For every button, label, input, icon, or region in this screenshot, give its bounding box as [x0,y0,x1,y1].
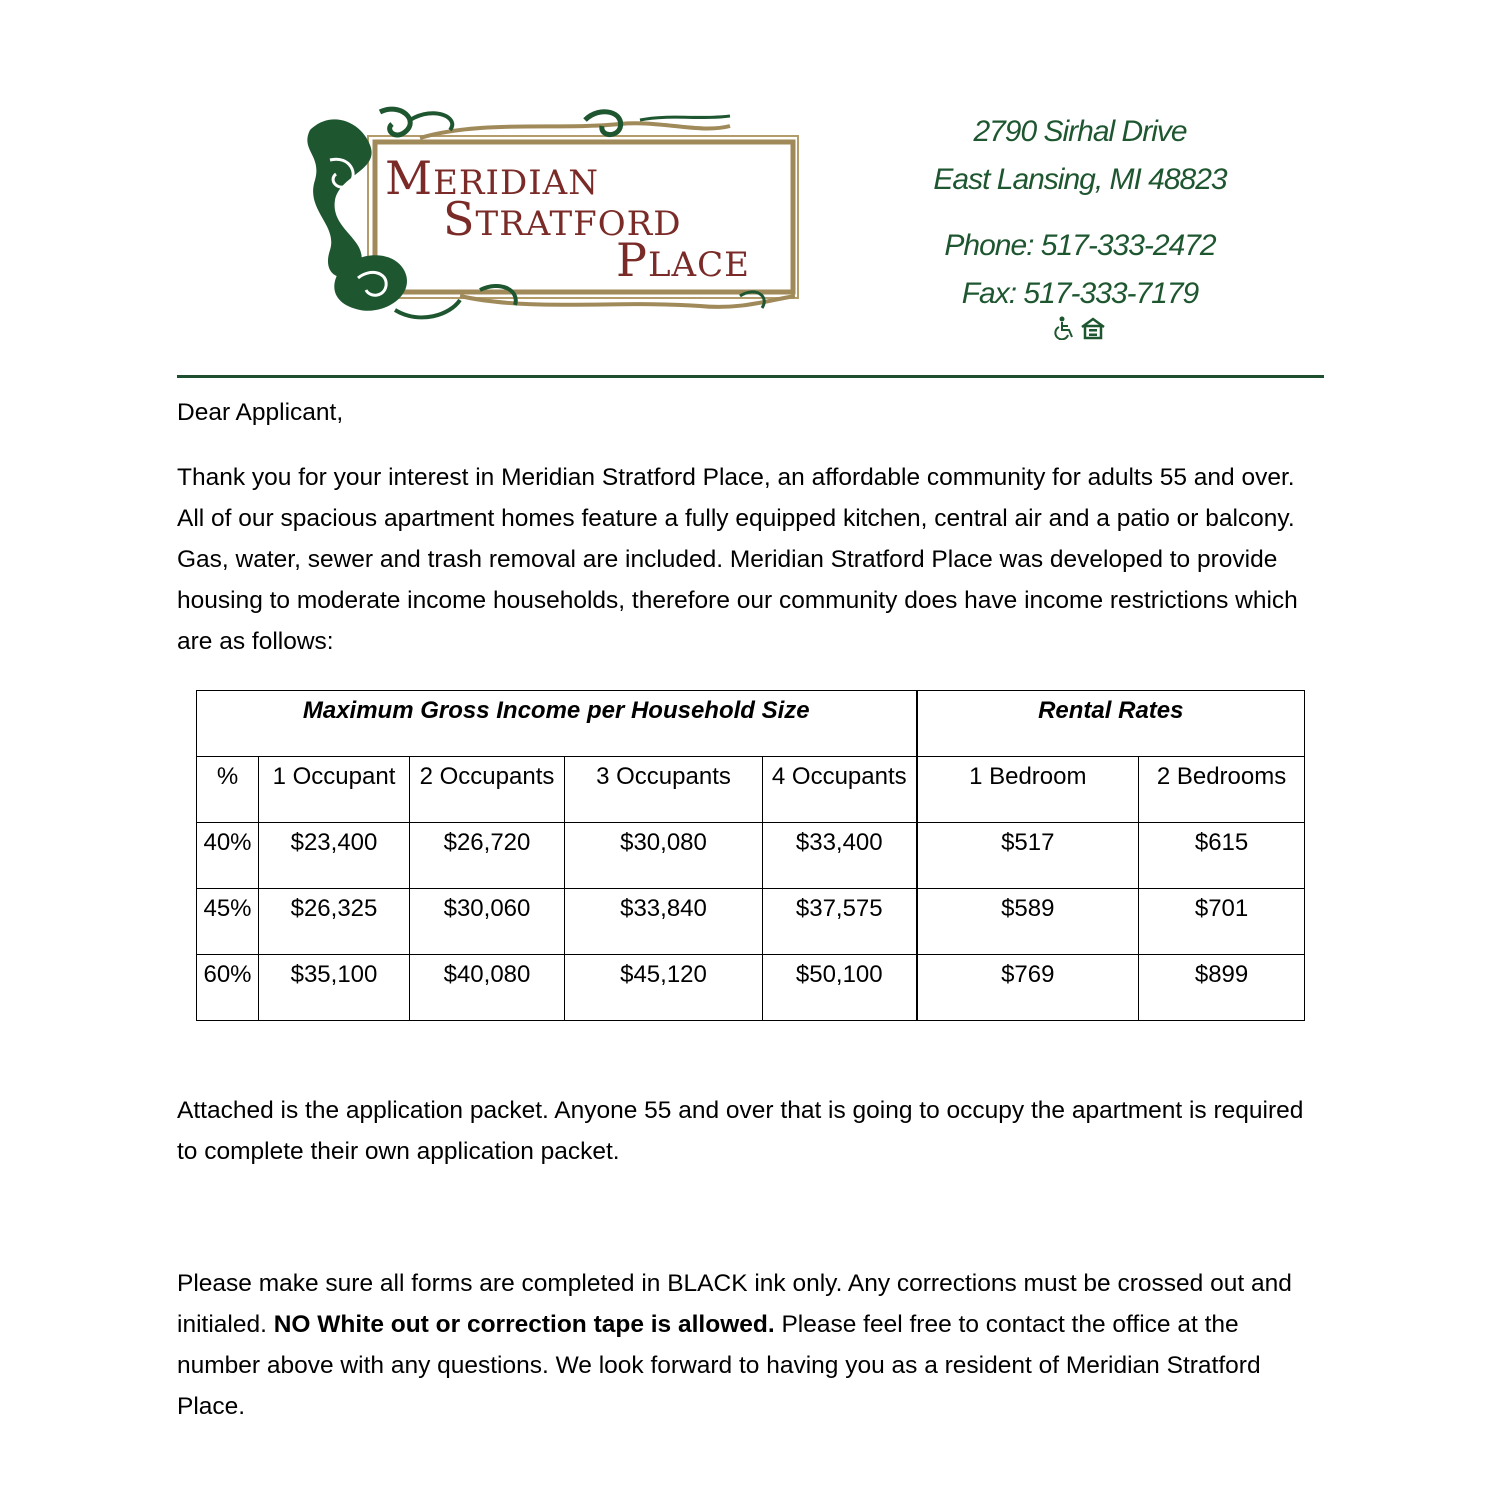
table-cell: $40,080 [410,955,565,1021]
greeting: Dear Applicant, [177,399,344,426]
logo-word-stratford: STRATFORD [443,192,682,246]
accessibility-icons [880,316,1280,340]
table-cell: $33,840 [565,889,763,955]
column-header: 2 Occupants [410,757,565,823]
column-header: 3 Occupants [565,757,763,823]
meridian-stratford-place-logo [300,100,805,340]
table-cell: $517 [917,823,1139,889]
intro-paragraph: Thank you for your interest in Meridian Stratford Place, an affordable community for adults 55 and over. All of our spacious apartment homes feature a fully equipped kitchen, central air and a patio or balcony. Gas, water, sewer and trash removal are included. Meridian Stratford Place was developed to provide housing to moderate income households, therefore our community does have income restrictions which are as follows: [177,464,1298,655]
table-cell: $37,575 [763,889,917,955]
table-cell: $33,400 [763,823,917,889]
table-cell: $26,325 [259,889,410,955]
column-header: 4 Occupants [763,757,917,823]
table-header-row [197,757,1305,823]
logo-word-place: PLACE [616,233,750,287]
table-group-header-row [197,691,1305,757]
income-rent-table [196,690,1305,1021]
table-cell: $769 [917,955,1139,1021]
forms-paragraph: Please make sure all forms are completed in BLACK ink only. Any corrections must be crossed out and initialed. NO White out or correction tape is allowed. Please feel free to contact the office at the number above with any questions. We look forward to having you as a resident of Meridian Stratford Place. [177,1270,1292,1420]
table-cell: $589 [917,889,1139,955]
column-header: 1 Occupant [259,757,410,823]
wheelchair-accessibility-icon [1054,316,1076,340]
no-whiteout-warning: NO White out or correction tape is allowed. [273,1311,775,1338]
table-row [197,955,1305,1021]
application-paragraph: Attached is the application packet. Anyone 55 and over that is going to occupy the apartment is required to complete their own application packet. [177,1097,1304,1165]
column-header: % [197,757,259,823]
table-cell: $45,120 [565,955,763,1021]
table-cell: $35,100 [259,955,410,1021]
table-cell: $30,060 [410,889,565,955]
income-group-header: Maximum Gross Income per Household Size [197,691,917,757]
fax-number: Fax: 517-333-7179 [961,277,1199,310]
table-cell: 40% [197,823,259,889]
contact-block [880,108,1280,340]
rent-group-header: Rental Rates [917,691,1305,757]
column-header: 2 Bedrooms [1139,757,1305,823]
table-cell: $30,080 [565,823,763,889]
table-cell: $26,720 [410,823,565,889]
address-line-2: East Lansing, MI 48823 [933,163,1227,196]
table-cell: $615 [1139,823,1305,889]
table-cell: $23,400 [259,823,410,889]
equal-housing-icon [1080,316,1106,340]
table-cell: $899 [1139,955,1305,1021]
table-cell: $701 [1139,889,1305,955]
table-row [197,889,1305,955]
header-divider [177,375,1324,378]
address-line-1: 2790 Sirhal Drive [973,115,1187,148]
table-row [197,823,1305,889]
table-cell: $50,100 [763,955,917,1021]
table-cell: 45% [197,889,259,955]
logo-word-meridian: MERIDIAN [385,151,599,205]
phone-number: Phone: 517-333-2472 [944,229,1216,262]
table-cell: 60% [197,955,259,1021]
column-header: 1 Bedroom [917,757,1139,823]
